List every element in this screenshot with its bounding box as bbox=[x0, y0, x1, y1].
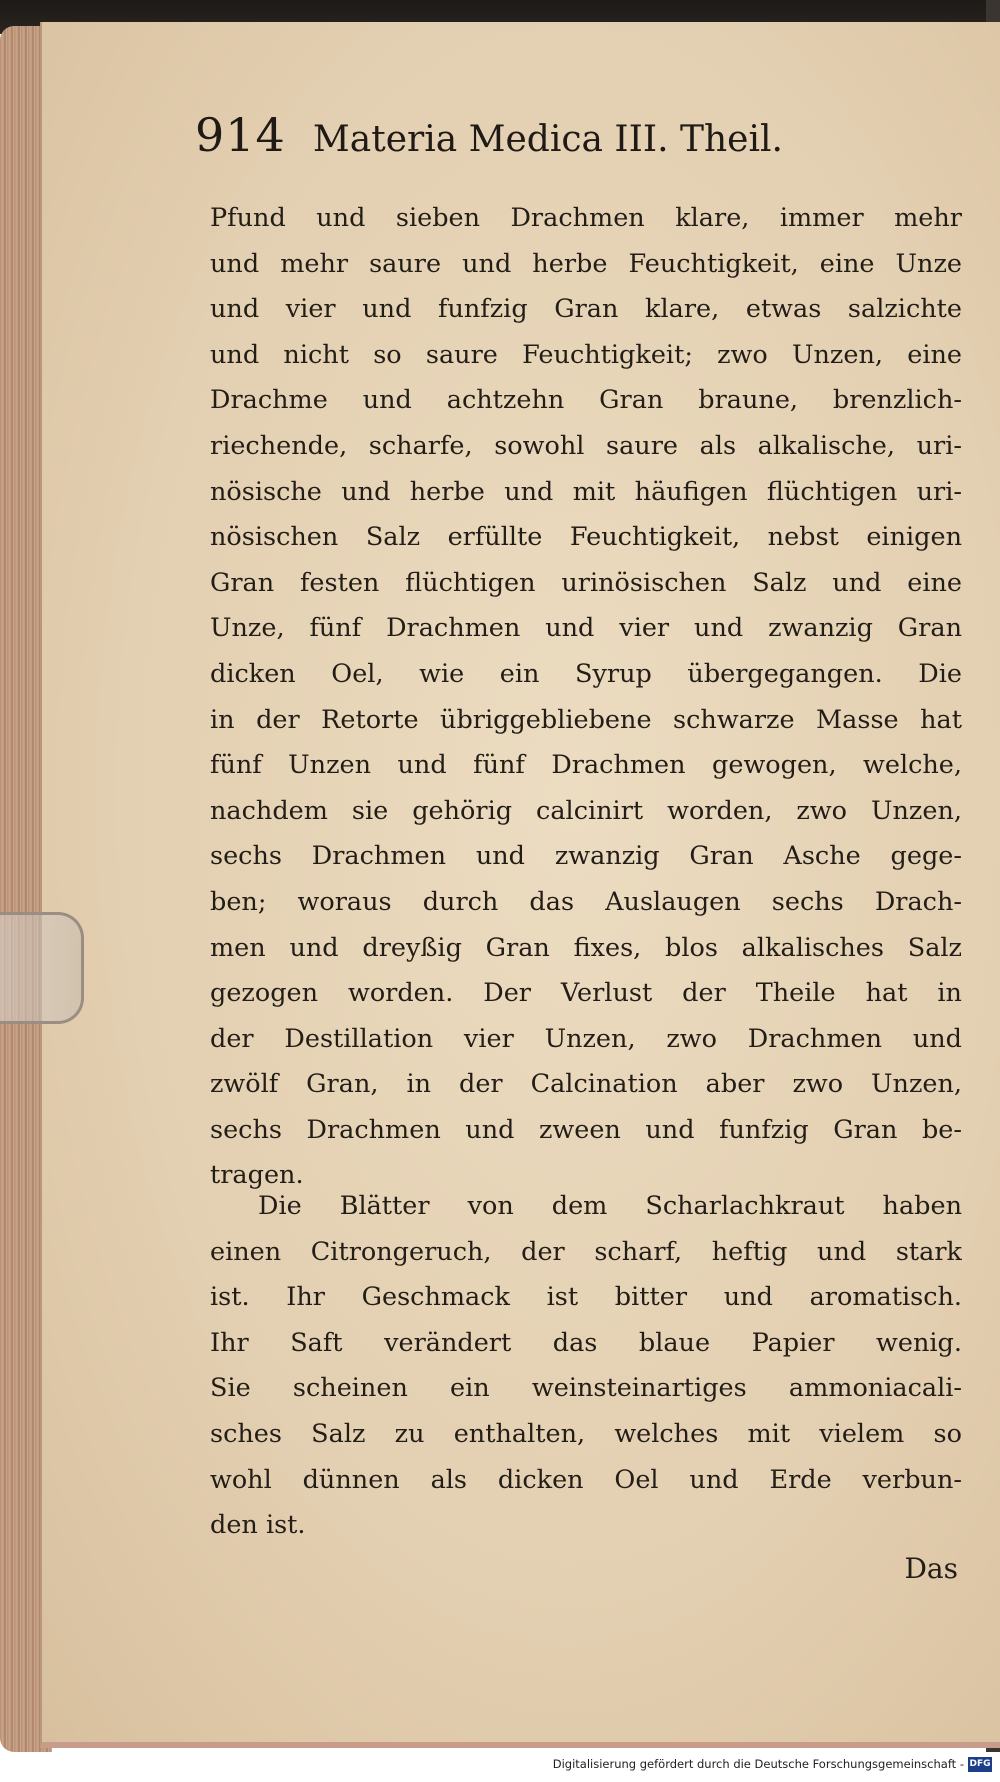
text-line: einen Citrongeruch, der scharf, heftig und stark bbox=[210, 1236, 962, 1267]
text-line: men und dreyßig Gran fixes, blos alkalisches Salz bbox=[210, 932, 962, 963]
paragraph-2 bbox=[210, 1184, 962, 1549]
text-line: wohl dünnen als dicken Oel und Erde verbun- bbox=[210, 1464, 962, 1495]
text-line: Gran festen flüchtigen urinösischen Salz und eine bbox=[210, 567, 962, 598]
text-line: in der Retorte übriggebliebene schwarze Masse hat bbox=[210, 704, 962, 735]
book-clasp-strap bbox=[0, 912, 84, 1024]
text-line: nösische und herbe und mit häufigen flüchtigen uri- bbox=[210, 476, 962, 507]
dfg-logo-icon: DFG bbox=[968, 1757, 992, 1772]
text-line: Pfund und sieben Drachmen klare, immer mehr bbox=[210, 203, 962, 233]
text-line: der Destillation vier Unzen, zwo Drachmen und bbox=[210, 1023, 962, 1054]
funding-credit: Digitalisierung gefördert durch die Deutsche Forschungsgemeinschaft - bbox=[552, 1757, 964, 1771]
text-line: sches Salz zu enthalten, welches mit vielem so bbox=[210, 1418, 962, 1449]
text-line: Die Blätter von dem Scharlachkraut haben bbox=[258, 1191, 962, 1221]
text-line: sechs Drachmen und zwanzig Gran Asche gege- bbox=[210, 841, 962, 872]
page-header bbox=[195, 108, 895, 168]
text-line: sechs Drachmen und zween und funfzig Gran be- bbox=[210, 1114, 962, 1145]
text-line: und vier und funfzig Gran klare, etwas salzichte bbox=[210, 294, 962, 325]
paragraph-1 bbox=[210, 196, 962, 1199]
text-line: dicken Oel, wie ein Syrup übergegangen. Die bbox=[210, 658, 962, 689]
text-line: gezogen worden. Der Verlust der Theile hat in bbox=[210, 978, 962, 1009]
text-line: riechende, scharfe, sowohl saure als alkalische, uri- bbox=[210, 430, 962, 461]
text-line: Ihr Saft verändert das blaue Papier wenig. bbox=[210, 1327, 962, 1358]
text-line: fünf Unzen und fünf Drachmen gewogen, welche, bbox=[210, 750, 962, 781]
text-line: nachdem sie gehörig calcinirt worden, zwo Unzen, bbox=[210, 795, 962, 826]
catchword: Das bbox=[904, 1552, 958, 1585]
text-line: zwölf Gran, in der Calcination aber zwo Unzen, bbox=[210, 1069, 962, 1100]
text-line: tragen. bbox=[210, 1160, 304, 1191]
text-line: Unze, fünf Drachmen und vier und zwanzig Gran bbox=[210, 613, 962, 644]
text-line: Sie scheinen ein weinsteinartiges ammoniacali- bbox=[210, 1373, 962, 1404]
text-line: und mehr saure und herbe Feuchtigkeit, eine Unze bbox=[210, 248, 962, 279]
text-line: den ist. bbox=[210, 1510, 306, 1541]
page-number: 914 bbox=[195, 108, 286, 162]
running-title: Materia Medica III. Theil. bbox=[312, 119, 783, 160]
text-line: nösischen Salz erfüllte Feuchtigkeit, nebst einigen bbox=[210, 522, 962, 553]
text-line: ist. Ihr Geschmack ist bitter und aromatisch. bbox=[210, 1282, 962, 1313]
text-line: und nicht so saure Feuchtigkeit; zwo Unzen, eine bbox=[210, 339, 962, 370]
text-line: ben; woraus durch das Auslaugen sechs Drach- bbox=[210, 886, 962, 917]
text-line: Drachme und achtzehn Gran braune, brenzlich- bbox=[210, 385, 962, 416]
